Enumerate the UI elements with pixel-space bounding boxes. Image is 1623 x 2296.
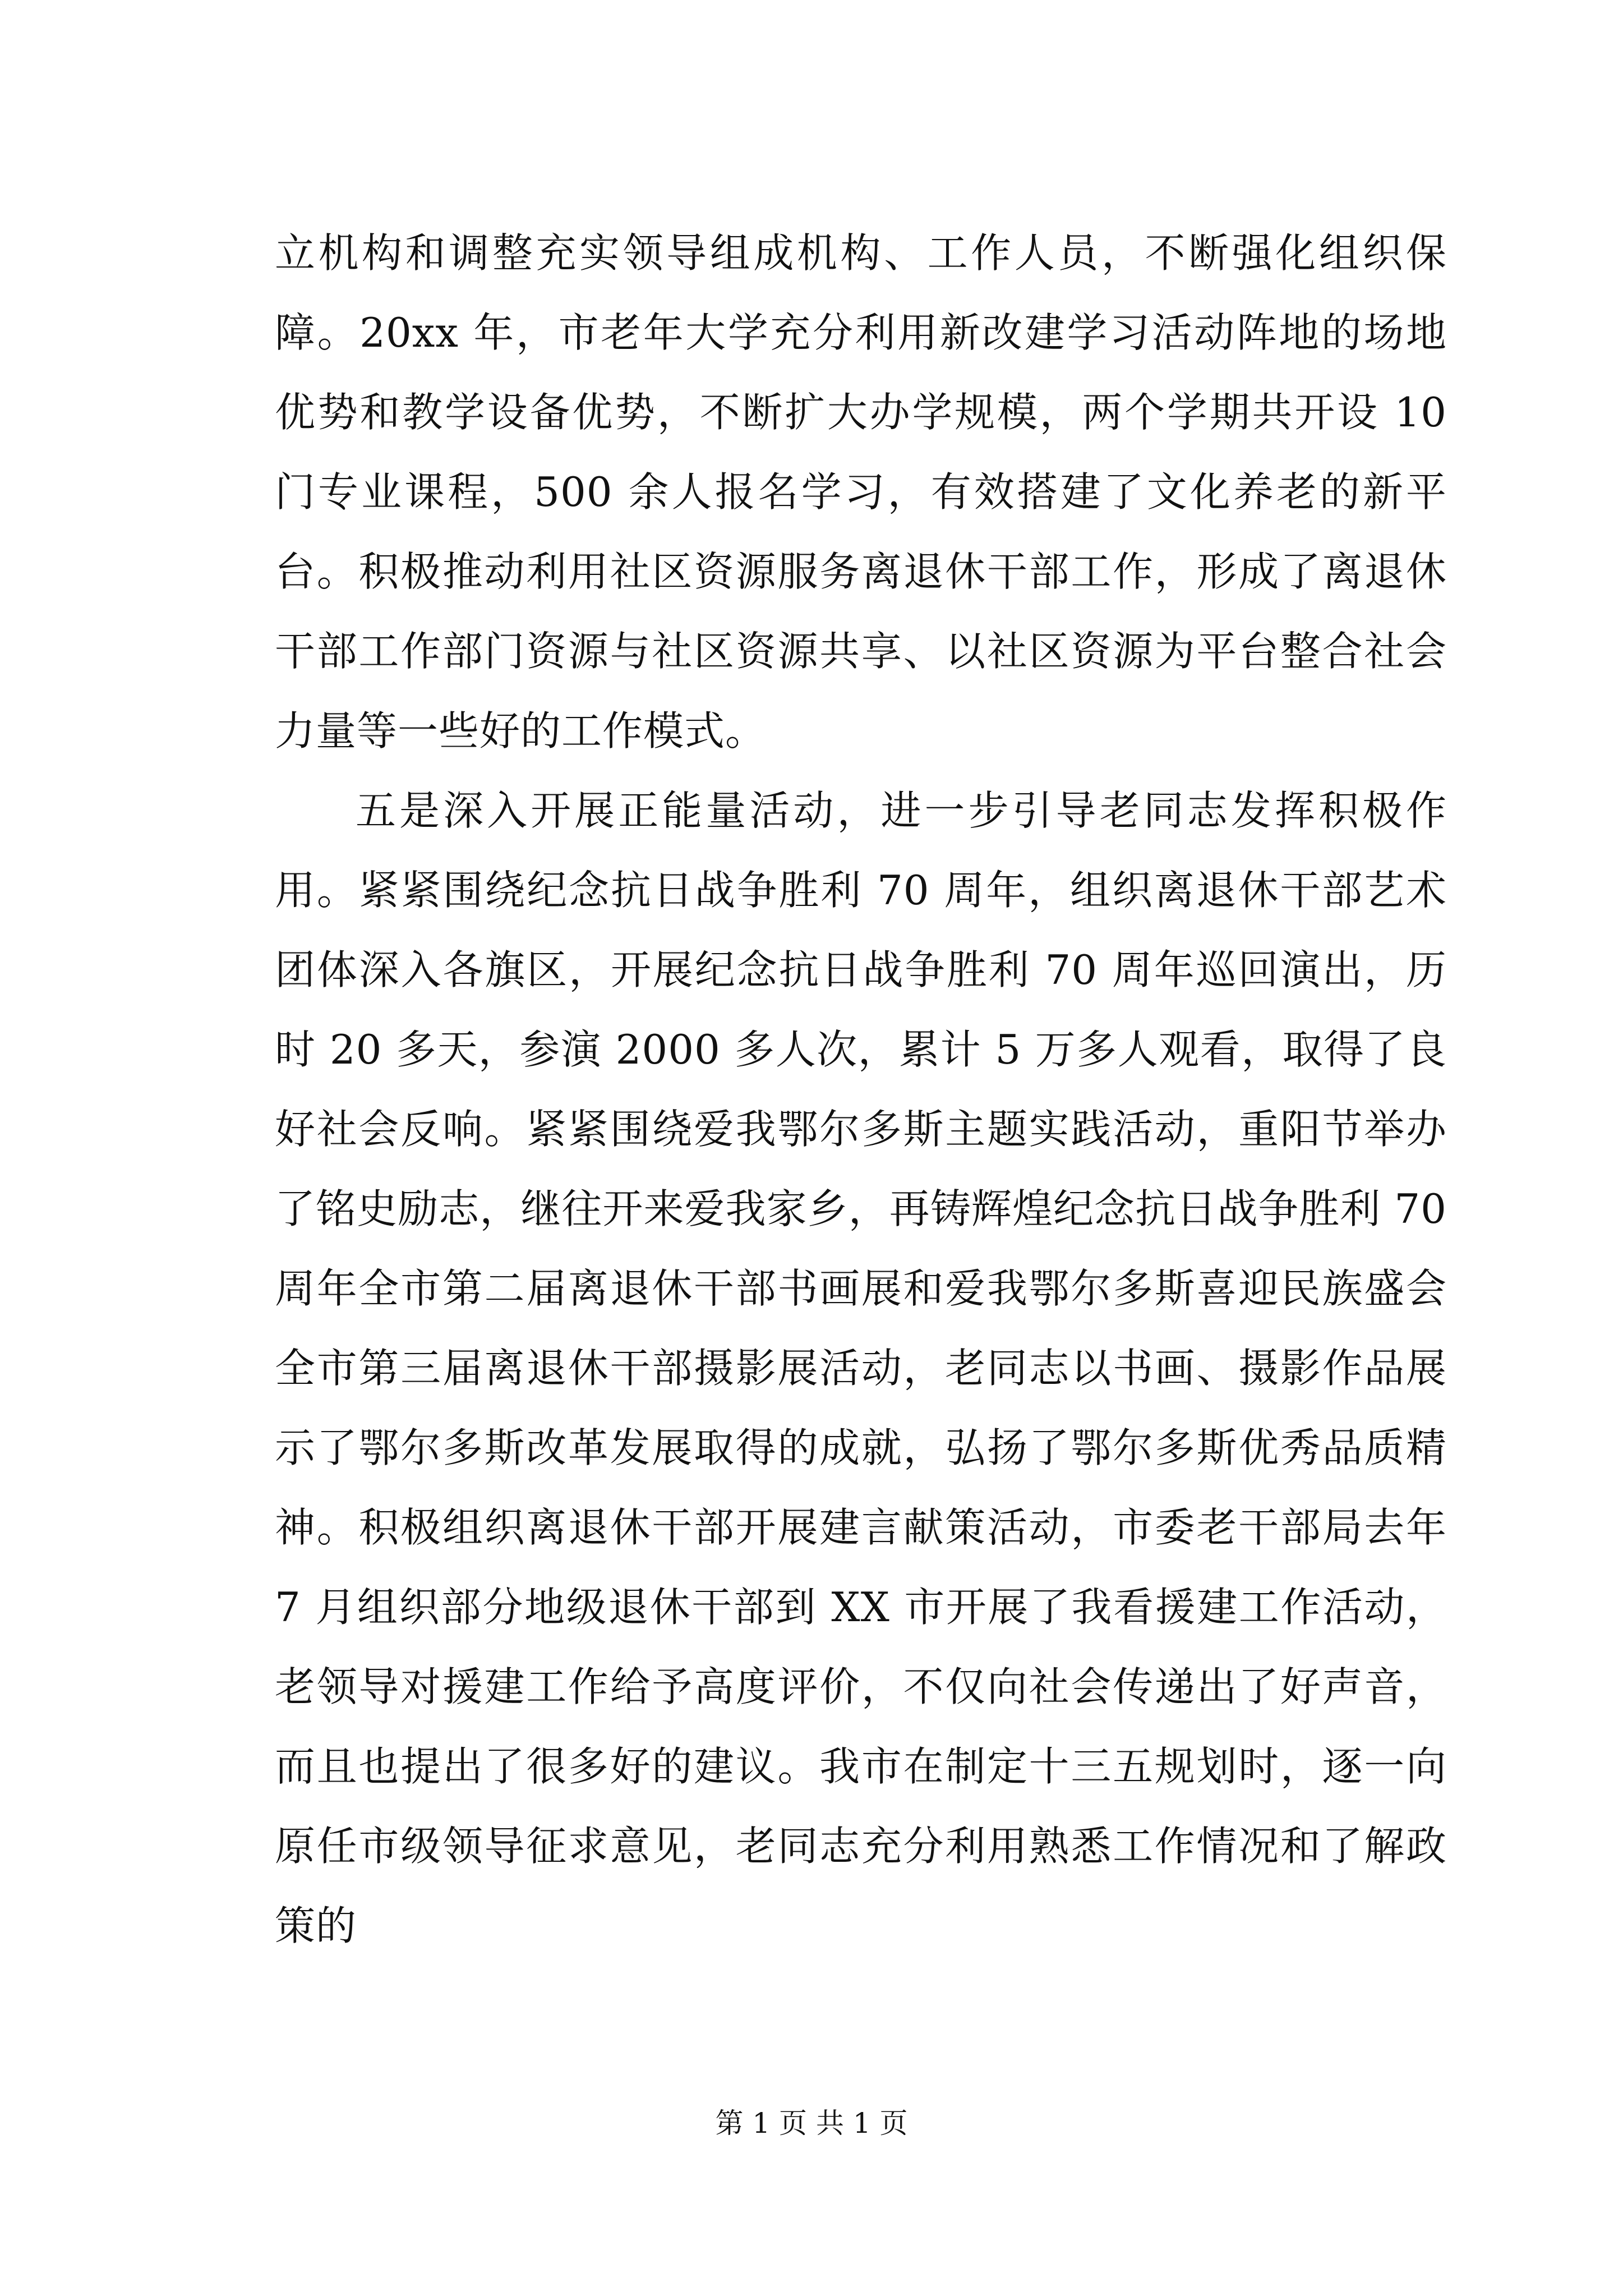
paragraph-1: 立机构和调整充实领导组成机构、工作人员，不断强化组织保障。20xx 年，市老年大学充分利用新改建学习活动阵地的场地优势和教学设备优势，不断扩大办学规模，两个学期共开设 10 门专业课程，500 余人报名学习，有效搭建了文化养老的新平台。积极推动利用社区资源服务离退休干部工作，形成了离退休干部工作部门资源与社区资源共享、以社区资源为平台整合社会力量等一些好的工作模式。 [275, 229, 1447, 754]
page-footer: 第 1 页 共 1 页 [715, 2107, 908, 2139]
document-body [275, 213, 1447, 1966]
paragraph-2: 五是深入开展正能量活动，进一步引导老同志发挥积极作用。紧紧围绕纪念抗日战争胜利 70 周年，组织离退休干部艺术团体深入各旗区，开展纪念抗日战争胜利 70 周年巡回演出，历时 20 多天，参演 2000 多人次，累计 5 万多人观看，取得了良好社会反响。紧紧围绕爱我鄂尔多斯主题实践活动，重阳节举办了铭史励志，继往开来爱我家乡，再铸辉煌纪念抗日战争胜利 70 周年全市第二届离退休干部书画展和爱我鄂尔多斯喜迎民族盛会全市第三届离退休干部摄影展活动，老同志以书画、摄影作品展示了鄂尔多斯改革发展取得的成就，弘扬了鄂尔多斯优秀品质精神。积极组织离退休干部开展建言献策活动，市委老干部局去年 7 月组织部分地级退休干部到 XX 市开展了我看援建工作活动，老领导对援建工作给予高度评价，不仅向社会传递出了好声音，而且也提出了很多好的建议。我市在制定十三五规划时，逐一向原任市级领导征求意见，老同志充分利用熟悉工作情况和了解政策的 [275, 787, 1447, 1949]
